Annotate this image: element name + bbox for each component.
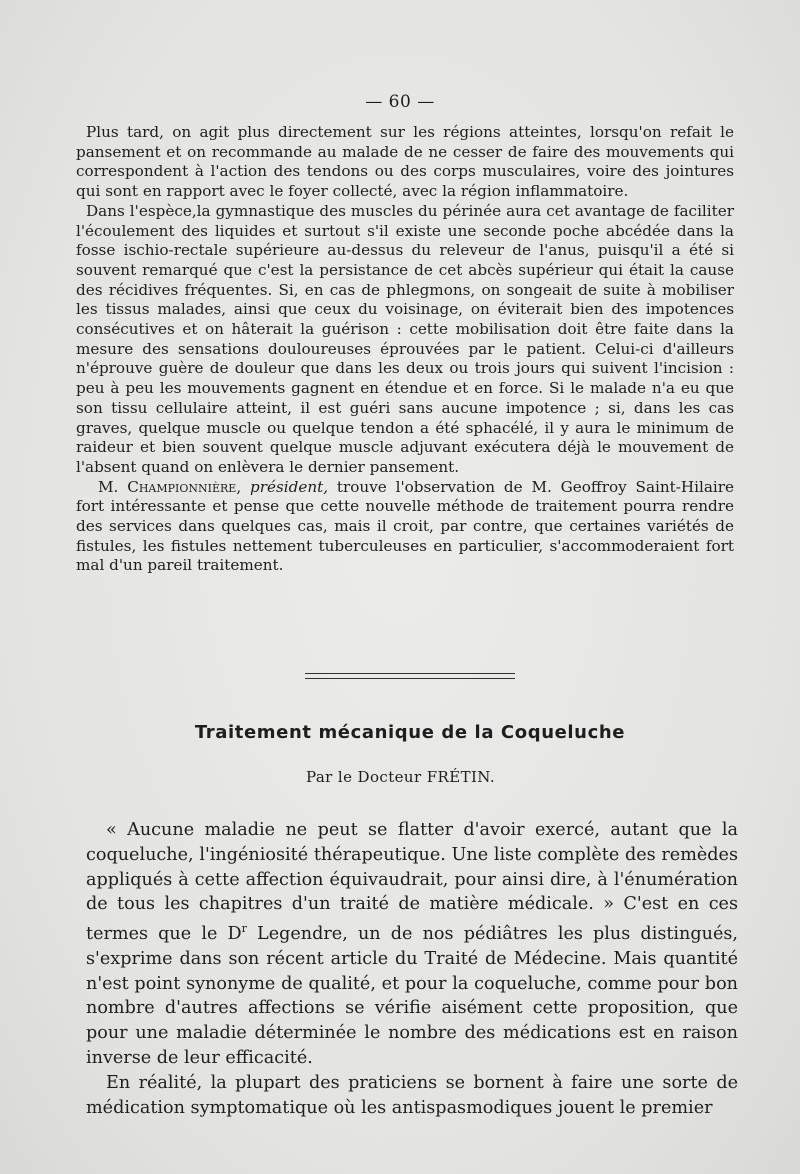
section-divider xyxy=(305,673,515,679)
speaker-role: président, xyxy=(250,477,329,496)
byline-prefix: Par le Docteur xyxy=(306,768,422,786)
article-paragraph-1-b: Legendre, un de nos pédiâtres les plus distingués, s'exprime dans son récent article du Traité de Médecine. Mais quantité n'est point synonyme de qualité, et pour la coqueluche, comme pour bon nombre d'autres affections se vérifie aisément cette proposition, que pour une maladie déterminée le nombre des médications est en raison inverse de leur efficacité. xyxy=(86,924,739,1069)
article-byline xyxy=(306,768,495,786)
article-body xyxy=(86,818,738,1120)
speaker-name: M. Championnière, xyxy=(98,477,242,496)
report-paragraph-1: Plus tard, on agit plus directement sur les régions atteintes, lorsqu'on refait le pansement et on recommande au malade de ne cesser de faire des mouvements qui correspondent à l'action des tendons ou des corps musculaires, voire des jointures qui sont en rapport avec le foyer collecté, avec la région inflammatoire. xyxy=(76,123,734,201)
report-paragraph-3-text: trouve l'observation de M. Geoffroy Saint-Hilaire fort intéressante et pense que cette nouvelle méthode de traitement pourra rendre des services dans quelques cas, mais il croit, par contre, que certaines variétés de fistules, les fistules nettement tuberculeuses en particulier, s'accommoderaient fort mal d'un pareil traitement. xyxy=(76,477,734,575)
article-paragraph-1-a: « Aucune maladie ne peut se flatter d'avoir exercé, autant que la coqueluche, l'ingéniosité thérapeutique. Une liste complète des remèdes appliqués à cette affection équivaudrait, pour ainsi dire, à l'énumération de tous les chapitres d'un traité de matière médicale. » C'est en ces termes que le D xyxy=(86,820,738,945)
report-paragraph-3 xyxy=(76,478,734,577)
society-report xyxy=(76,123,734,576)
page-number: — 60 — xyxy=(365,92,435,112)
article-paragraph-1 xyxy=(86,818,738,1071)
report-paragraph-2: Dans l'espèce,la gymnastique des muscles du périnée aura cet avantage de faciliter l'écoulement des liquides et surtout s'il existe une seconde poche abcédée dans la fosse ischio-rectale supérieure au-dessus du releveur de l'anus, puisqu'il a été si souvent remarqué que c'est la persistance de cet abcès supérieur qui était la cause des récidives fréquentes. Si, en cas de phlegmons, on songeait de suite à mobiliser les tissus malades, ainsi que ceux du voisinage, on éviterait bien des impotences consécutives et on hâterait la guérison : cette mobilisation doit être faite dans la mesure des sensations douloureuses éprouvées par le patient. Celui-ci d'ailleurs n'éprouve guère de douleur que dans les deux ou trois jours qui suivent l'incision : peu à peu les mouvements gagnent en étendue et en force. Si le malade n'a eu que son tissu cellulaire atteint, il est guéri sans aucune impotence ; si, dans les cas graves, quelque muscle ou quelque tendon a été sphacélé, il y aura le minimum de raideur et bien souvent quelque muscle adjuvant exécutera déjà le mouvement de l'absent quand on enlèvera le dernier pansement. xyxy=(76,201,734,476)
byline-author: FRÉTIN. xyxy=(426,768,496,786)
article-title: Traitement mécanique de la Coqueluche xyxy=(194,722,626,743)
article-paragraph-2: En réalité, la plupart des praticiens se bornent à faire une sorte de médication symptomatique où les antispasmodiques jouent le premier xyxy=(86,1072,738,1118)
doctor-abbrev-sup: r xyxy=(241,922,247,936)
